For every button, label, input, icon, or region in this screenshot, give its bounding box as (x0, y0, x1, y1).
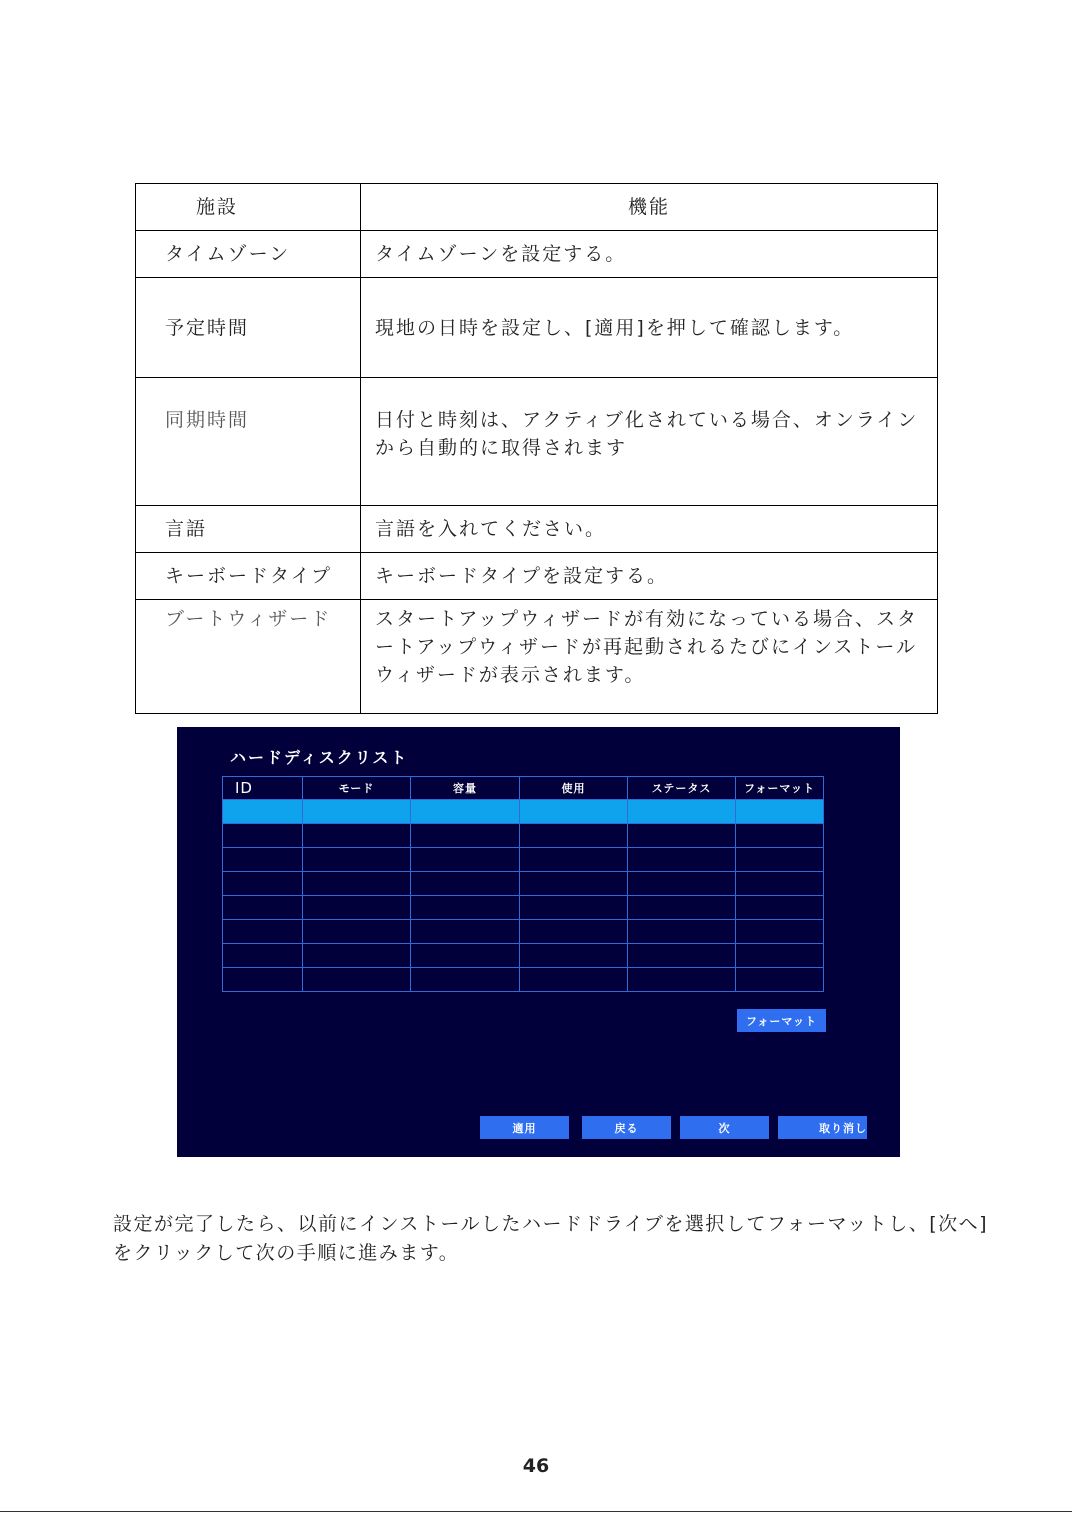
hdd-row[interactable] (223, 944, 824, 968)
apply-button[interactable]: 適用 (480, 1116, 569, 1139)
next-button[interactable]: 次 (680, 1116, 769, 1139)
item-timezone: タイムゾーン (136, 231, 361, 278)
col-capacity: 容量 (411, 777, 520, 800)
col-usage: 使用 (520, 777, 628, 800)
hdd-row[interactable] (223, 824, 824, 848)
table-row (136, 553, 938, 600)
desc-sync-time: 日付と時刻は、アクティブ化されている場合、オンラインから自動的に取得されます (361, 378, 938, 506)
back-button[interactable]: 戻る (582, 1116, 671, 1139)
col-id: ID (223, 777, 303, 800)
hdd-row[interactable] (223, 968, 824, 992)
item-language: 言語 (136, 506, 361, 553)
hdd-list-screen (177, 727, 900, 1157)
item-sync-time: 同期時間 (136, 378, 361, 506)
item-scheduled-time: 予定時間 (136, 278, 361, 378)
col-mode: モード (303, 777, 411, 800)
settings-table (135, 183, 938, 714)
header-facility: 施設 (136, 184, 361, 231)
item-keyboard-type: キーボードタイプ (136, 553, 361, 600)
hdd-row[interactable] (223, 872, 824, 896)
item-boot-wizard: ブートウィザード (136, 600, 361, 714)
instruction-paragraph: 設定が完了したら、以前にインストールしたハードドライブを選択してフォーマットし、[次へ]をクリックして次の手順に進みます。 (113, 1213, 989, 1264)
cancel-button[interactable]: 取り消し (778, 1116, 867, 1139)
format-button[interactable]: フォーマット (737, 1009, 826, 1032)
header-function: 機能 (361, 184, 938, 231)
hdd-row[interactable] (223, 920, 824, 944)
desc-scheduled-time: 現地の日時を設定し、[適用]を押して確認します。 (361, 278, 938, 378)
col-format: フォーマット (736, 777, 824, 800)
hdd-table (222, 776, 824, 992)
table-row (136, 378, 938, 506)
desc-boot-wizard: スタートアップウィザードが有効になっている場合、スタートアップウィザードが再起動されるたびにインストールウィザードが表示されます。 (361, 600, 938, 714)
bottom-rule (0, 1511, 1072, 1512)
desc-timezone: タイムゾーンを設定する。 (361, 231, 938, 278)
desc-language: 言語を入れてください。 (361, 506, 938, 553)
table-row (136, 278, 938, 378)
col-status: ステータス (628, 777, 736, 800)
table-row (136, 231, 938, 278)
hdd-row-selected[interactable] (223, 800, 824, 824)
table-row (136, 600, 938, 714)
hdd-row[interactable] (223, 896, 824, 920)
desc-keyboard-type: キーボードタイプを設定する。 (361, 553, 938, 600)
hdd-row[interactable] (223, 848, 824, 872)
screen-title: ハードディスクリスト (230, 748, 409, 767)
table-row (136, 506, 938, 553)
hdd-table-header (223, 777, 824, 800)
page-number: 46 (522, 1455, 550, 1477)
